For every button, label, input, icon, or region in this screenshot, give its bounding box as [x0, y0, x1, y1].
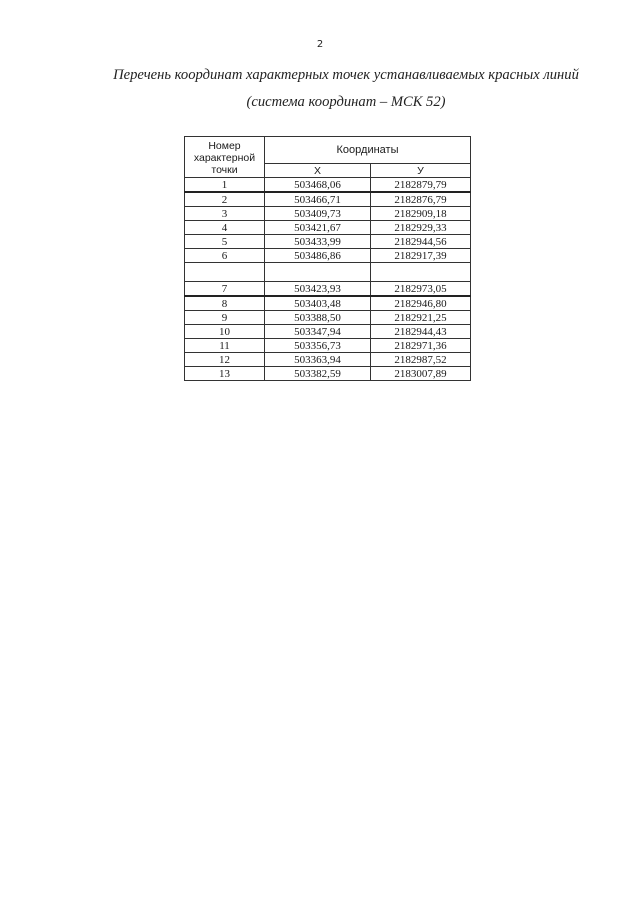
cell-x: 503363,94	[265, 353, 371, 367]
cell-x: 503347,94	[265, 325, 371, 339]
table-row	[185, 311, 471, 325]
table-row	[185, 339, 471, 353]
cell-x: 503382,59	[265, 367, 371, 381]
cell-y: 2182987,52	[371, 353, 471, 367]
cell-x: 503433,99	[265, 235, 371, 249]
cell-point-number: 5	[185, 235, 265, 249]
table-row	[185, 249, 471, 263]
cell-x: 503409,73	[265, 207, 371, 221]
table-row	[185, 282, 471, 297]
cell-point-number: 9	[185, 311, 265, 325]
cell-y: 2182946,80	[371, 296, 471, 311]
cell-point-number	[185, 263, 265, 282]
table-row	[185, 221, 471, 235]
cell-point-number: 1	[185, 178, 265, 193]
table-row	[185, 192, 471, 207]
cell-y: 2182921,25	[371, 311, 471, 325]
table-row-empty	[185, 263, 471, 282]
cell-x: 503356,73	[265, 339, 371, 353]
table-row	[185, 235, 471, 249]
cell-point-number: 6	[185, 249, 265, 263]
cell-y: 2183007,89	[371, 367, 471, 381]
header-y: У	[371, 164, 471, 178]
header-coordinates: Координаты	[265, 137, 471, 164]
table-row	[185, 353, 471, 367]
cell-x: 503468,06	[265, 178, 371, 193]
header-point-number: Номер характерной точки	[185, 137, 265, 178]
cell-y: 2182917,39	[371, 249, 471, 263]
cell-point-number: 13	[185, 367, 265, 381]
cell-x	[265, 263, 371, 282]
cell-point-number: 11	[185, 339, 265, 353]
table-row	[185, 178, 471, 193]
cell-y: 2182929,33	[371, 221, 471, 235]
table-row	[185, 207, 471, 221]
cell-y: 2182944,56	[371, 235, 471, 249]
table-row	[185, 325, 471, 339]
cell-x: 503388,50	[265, 311, 371, 325]
cell-point-number: 2	[185, 192, 265, 207]
cell-x: 503486,86	[265, 249, 371, 263]
page-number: 2	[316, 39, 324, 50]
coordinates-table	[184, 136, 471, 381]
cell-x: 503466,71	[265, 192, 371, 207]
cell-point-number: 7	[185, 282, 265, 297]
header-x: Х	[265, 164, 371, 178]
cell-y: 2182971,36	[371, 339, 471, 353]
document-title: Перечень координат характерных точек устанавливаемых красных линий	[113, 67, 579, 83]
cell-x: 503403,48	[265, 296, 371, 311]
cell-y: 2182876,79	[371, 192, 471, 207]
cell-y: 2182973,05	[371, 282, 471, 297]
table-row	[185, 296, 471, 311]
cell-y	[371, 263, 471, 282]
table-header-row	[185, 137, 471, 164]
cell-point-number: 10	[185, 325, 265, 339]
cell-y: 2182944,43	[371, 325, 471, 339]
cell-x: 503423,93	[265, 282, 371, 297]
cell-x: 503421,67	[265, 221, 371, 235]
cell-y: 2182909,18	[371, 207, 471, 221]
cell-point-number: 12	[185, 353, 265, 367]
cell-point-number: 8	[185, 296, 265, 311]
cell-point-number: 4	[185, 221, 265, 235]
document-subtitle: (система координат – МСК 52)	[246, 94, 446, 110]
cell-y: 2182879,79	[371, 178, 471, 193]
cell-point-number: 3	[185, 207, 265, 221]
table-row	[185, 367, 471, 381]
